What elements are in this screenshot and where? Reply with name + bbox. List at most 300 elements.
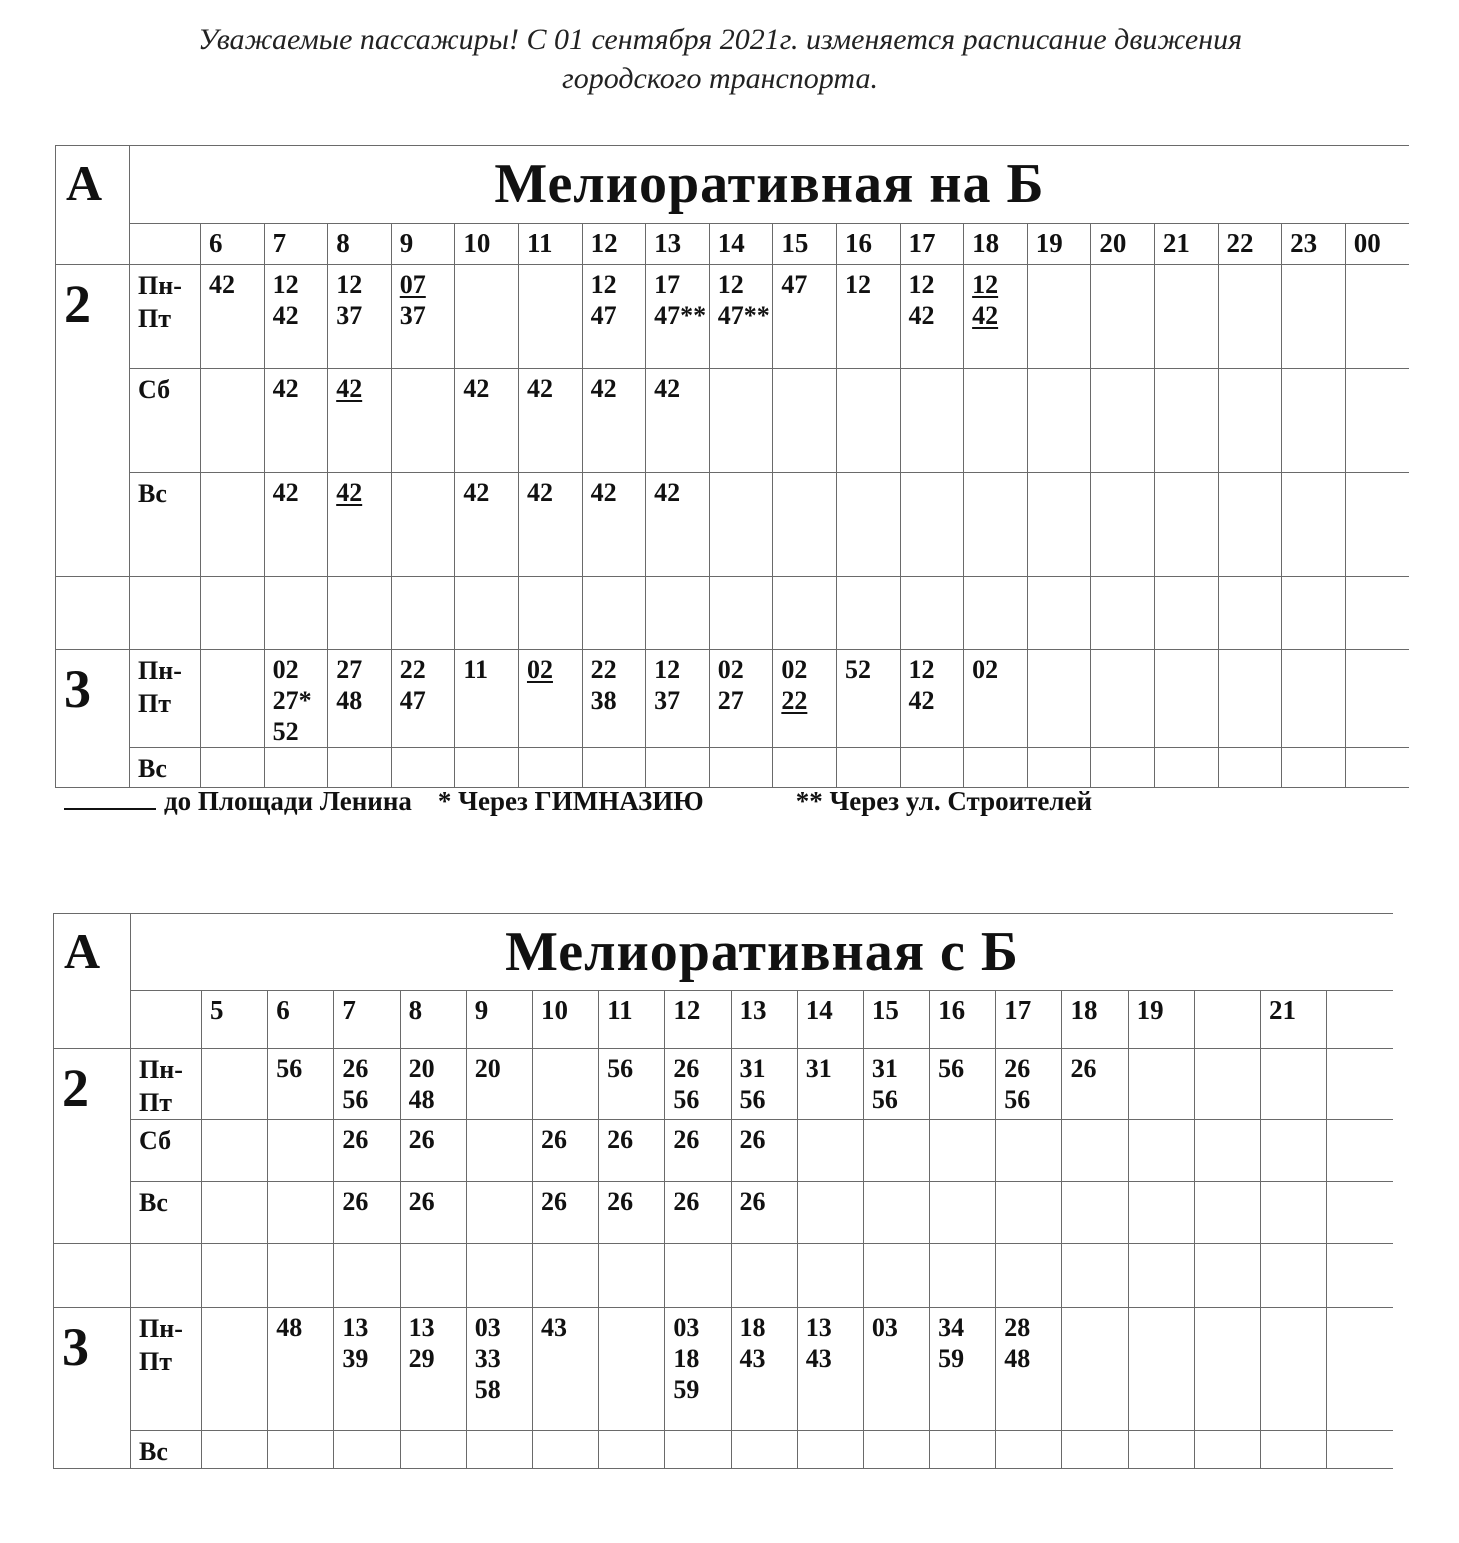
departure-cell — [1282, 650, 1346, 748]
departure-cell — [518, 265, 582, 369]
underline-legend-mark — [64, 784, 156, 810]
departure-cell — [731, 1049, 797, 1120]
departure-minute: 56 — [1004, 1085, 1031, 1114]
departure-cell — [1327, 1308, 1393, 1431]
spacer-cell — [665, 1244, 731, 1308]
spacer-cell — [131, 1244, 202, 1308]
departure-cell — [773, 748, 837, 788]
departure-minute: 02 — [781, 655, 808, 684]
departure-cell — [709, 650, 773, 748]
day-label — [131, 1431, 202, 1469]
departure-cell — [1261, 1182, 1327, 1244]
departure-minute: 27* — [272, 686, 312, 715]
departure-minute: 42 — [908, 686, 935, 715]
departure-cell — [646, 650, 710, 748]
departure-cell — [202, 1431, 268, 1469]
schedule-row — [54, 1431, 1394, 1469]
departure-minute: 12 — [272, 270, 299, 299]
spacer-cell — [646, 577, 710, 650]
schedule-table-to-b — [55, 145, 1409, 788]
departure-minute: 12 — [908, 655, 935, 684]
departure-minute: 26 — [607, 1187, 634, 1216]
departure-cell — [646, 473, 710, 577]
hour-header: 15 — [773, 224, 837, 265]
departure-minute-to-lenin-square: 42 — [336, 478, 363, 507]
departure-cell — [900, 650, 964, 748]
departure-cell — [518, 748, 582, 788]
departure-cell — [1128, 1182, 1194, 1244]
departure-cell — [334, 1049, 400, 1120]
departure-cell — [532, 1120, 598, 1182]
departure-minute: 56 — [673, 1085, 700, 1114]
departure-cell — [863, 1182, 929, 1244]
departure-minute: 13 — [342, 1313, 369, 1342]
table-title: Мелиоративная на Б — [130, 146, 1409, 224]
departure-minute: 56 — [938, 1054, 965, 1083]
departure-cell — [268, 1049, 334, 1120]
day-label-part: Пт — [139, 1347, 172, 1376]
notice-line-2: городского транспорта. — [562, 62, 878, 95]
departure-minute: 33 — [474, 1344, 501, 1373]
departure-minute: 03 — [474, 1313, 501, 1342]
departure-cell — [202, 1120, 268, 1182]
spacer-cell — [1154, 577, 1218, 650]
departure-minute: 20 — [474, 1054, 501, 1083]
departure-cell — [1062, 1120, 1128, 1182]
departure-minute: 42 — [526, 374, 553, 403]
hour-header: 16 — [836, 224, 900, 265]
departure-minute: 12 — [844, 270, 871, 299]
departure-cell — [773, 650, 837, 748]
departure-cell — [391, 748, 455, 788]
hour-header: 11 — [599, 991, 665, 1049]
hour-header-blank — [131, 991, 202, 1049]
spacer-cell — [836, 577, 900, 650]
departure-cell — [836, 748, 900, 788]
departure-cell — [264, 748, 328, 788]
spacer-cell — [264, 577, 328, 650]
departure-cell — [665, 1308, 731, 1431]
hour-header: 22 — [1218, 224, 1282, 265]
hour-header: 9 — [391, 224, 455, 265]
departure-cell — [1062, 1431, 1128, 1469]
departure-cell — [836, 650, 900, 748]
departure-minute: 48 — [336, 686, 363, 715]
spacer-cell — [996, 1244, 1062, 1308]
departure-cell — [518, 369, 582, 473]
departure-minute: 26 — [408, 1187, 435, 1216]
departure-minute: 11 — [463, 655, 488, 684]
spacer-cell — [268, 1244, 334, 1308]
departure-cell — [264, 369, 328, 473]
departure-minute: 42 — [590, 478, 617, 507]
hour-header-blank — [130, 224, 201, 265]
hour-header: 7 — [264, 224, 328, 265]
spacer-cell — [863, 1244, 929, 1308]
departure-cell — [466, 1049, 532, 1120]
spacer-cell — [201, 577, 265, 650]
departure-minute: 48 — [408, 1085, 435, 1114]
departure-cell — [400, 1308, 466, 1431]
departure-cell — [400, 1120, 466, 1182]
departure-cell — [996, 1308, 1062, 1431]
departure-cell — [391, 473, 455, 577]
spacer-cell — [1345, 577, 1409, 650]
departure-minute: 31 — [871, 1054, 898, 1083]
departure-cell — [900, 473, 964, 577]
departure-minute: 38 — [590, 686, 617, 715]
departure-minute: 52 — [272, 717, 299, 746]
departure-cell — [1062, 1182, 1128, 1244]
departure-cell — [964, 369, 1028, 473]
departure-cell — [334, 1120, 400, 1182]
departure-cell — [646, 265, 710, 369]
spacer-cell — [709, 577, 773, 650]
departure-cell — [964, 650, 1028, 748]
spacer-cell — [582, 577, 646, 650]
hour-header: 7 — [334, 991, 400, 1049]
departure-minute: 13 — [805, 1313, 832, 1342]
departure-minute-to-lenin-square: 42 — [972, 301, 999, 330]
departure-cell — [201, 369, 265, 473]
departure-cell — [709, 473, 773, 577]
spacer-cell — [797, 1244, 863, 1308]
departure-cell — [1154, 748, 1218, 788]
hour-header: 6 — [201, 224, 265, 265]
route-number: 3 — [54, 1308, 131, 1469]
departure-cell — [836, 369, 900, 473]
departure-cell — [334, 1308, 400, 1431]
spacer-cell — [532, 1244, 598, 1308]
departure-minute: 34 — [938, 1313, 965, 1342]
hour-header — [1194, 991, 1260, 1049]
departure-cell — [1194, 1120, 1260, 1182]
departure-minute: 43 — [739, 1344, 766, 1373]
departure-cell — [665, 1431, 731, 1469]
day-label — [131, 1308, 202, 1431]
departure-cell — [930, 1431, 996, 1469]
departure-cell — [797, 1182, 863, 1244]
departure-minute: 56 — [276, 1054, 303, 1083]
departure-cell — [466, 1308, 532, 1431]
departure-cell — [996, 1182, 1062, 1244]
departure-cell — [1091, 369, 1155, 473]
departure-cell — [455, 369, 519, 473]
departure-minute: 56 — [739, 1085, 766, 1114]
hour-header: 10 — [532, 991, 598, 1049]
day-label-part: Пн- — [138, 271, 182, 300]
departure-cell — [400, 1431, 466, 1469]
departure-cell — [1154, 369, 1218, 473]
departure-minute: 26 — [342, 1125, 369, 1154]
departure-cell — [863, 1120, 929, 1182]
departure-cell — [900, 369, 964, 473]
departure-cell — [1062, 1308, 1128, 1431]
departure-cell — [466, 1431, 532, 1469]
departure-minute: 47 — [590, 301, 617, 330]
departure-cell — [268, 1182, 334, 1244]
departure-cell — [836, 265, 900, 369]
departure-cell — [1218, 473, 1282, 577]
departure-minute: 42 — [526, 478, 553, 507]
departure-minute: 48 — [276, 1313, 303, 1342]
departure-cell — [665, 1120, 731, 1182]
departure-minute: 26 — [540, 1187, 567, 1216]
departure-cell — [532, 1182, 598, 1244]
departure-cell — [391, 369, 455, 473]
departure-cell — [1345, 369, 1409, 473]
departure-minute-to-lenin-square: 22 — [781, 686, 808, 715]
departure-minute: 12 — [590, 270, 617, 299]
spacer-cell — [1261, 1244, 1327, 1308]
departure-cell — [466, 1182, 532, 1244]
legend-underline-note: до Площади Ленина — [164, 786, 412, 816]
departure-minute: 02 — [972, 655, 999, 684]
departure-minute: 42 — [272, 374, 299, 403]
hour-header: 11 — [518, 224, 582, 265]
hour-header: 14 — [709, 224, 773, 265]
hour-header: 14 — [797, 991, 863, 1049]
departure-cell — [268, 1431, 334, 1469]
departure-cell — [582, 473, 646, 577]
notice-line-1: Уважаемые пассажиры! С 01 сентября 2021г. изменяется расписание движения — [197, 23, 1243, 56]
departure-cell — [1154, 650, 1218, 748]
departure-minute-to-lenin-square: 12 — [972, 270, 999, 299]
departure-cell — [1345, 748, 1409, 788]
hour-header: 8 — [400, 991, 466, 1049]
departure-minute: 26 — [342, 1187, 369, 1216]
departure-minute: 26 — [607, 1125, 634, 1154]
departure-minute: 42 — [209, 270, 235, 299]
departure-cell — [264, 473, 328, 577]
departure-minute: 03 — [871, 1313, 898, 1342]
hour-header — [1327, 991, 1393, 1049]
departure-cell — [1218, 650, 1282, 748]
departure-minute: 27 — [336, 655, 363, 684]
departure-minute: 39 — [342, 1344, 369, 1373]
spacer-cell — [1062, 1244, 1128, 1308]
departure-cell — [1128, 1308, 1194, 1431]
departure-cell — [1327, 1431, 1393, 1469]
departure-minute: 37 — [336, 301, 363, 330]
departure-cell — [773, 265, 837, 369]
departure-minute: 31 — [739, 1054, 766, 1083]
departure-cell — [599, 1120, 665, 1182]
departure-cell — [201, 473, 265, 577]
departure-cell — [1062, 1049, 1128, 1120]
departure-minute: 22 — [590, 655, 617, 684]
departure-minute: 47 — [399, 686, 426, 715]
departure-cell — [930, 1120, 996, 1182]
departure-cell — [930, 1308, 996, 1431]
departure-cell — [202, 1308, 268, 1431]
spacer-cell — [54, 1244, 131, 1308]
departure-minute: 47 — [781, 270, 808, 299]
departure-cell — [900, 265, 964, 369]
departure-cell — [1261, 1431, 1327, 1469]
departure-minute: 12 — [908, 270, 935, 299]
departure-cell — [709, 748, 773, 788]
day-label-part: Пн- — [139, 1314, 183, 1343]
day-label — [130, 650, 201, 748]
departure-minute: 42 — [590, 374, 617, 403]
spacer-cell — [56, 577, 130, 650]
departure-minute: 59 — [938, 1344, 965, 1373]
departure-cell — [1194, 1308, 1260, 1431]
departure-cell — [1345, 265, 1409, 369]
spacer-cell — [130, 577, 201, 650]
departure-cell — [731, 1120, 797, 1182]
departure-cell — [1091, 473, 1155, 577]
departure-cell — [964, 748, 1028, 788]
day-label-part: Вс — [138, 479, 167, 508]
notice — [0, 20, 1440, 98]
departure-cell — [328, 650, 392, 748]
departure-cell — [773, 473, 837, 577]
departure-cell — [1218, 748, 1282, 788]
legend-star-note: * Через ГИМНАЗИЮ — [437, 786, 704, 816]
departure-cell — [797, 1049, 863, 1120]
departure-minute: 02 — [272, 655, 299, 684]
departure-cell — [797, 1120, 863, 1182]
departure-cell — [964, 265, 1028, 369]
departure-cell — [1345, 473, 1409, 577]
route-number: 3 — [56, 650, 130, 788]
departure-cell — [455, 265, 519, 369]
spacer-cell — [518, 577, 582, 650]
departure-minute: 59 — [673, 1375, 700, 1404]
hour-header: 15 — [863, 991, 929, 1049]
spacer-cell — [455, 577, 519, 650]
departure-cell — [646, 369, 710, 473]
departure-cell — [334, 1431, 400, 1469]
departure-cell — [1218, 265, 1282, 369]
departure-cell — [582, 369, 646, 473]
departure-cell — [455, 473, 519, 577]
departure-minute-to-lenin-square: 02 — [526, 655, 553, 684]
schedule-row — [56, 369, 1409, 473]
departure-cell — [201, 265, 265, 369]
spacer-cell — [599, 1244, 665, 1308]
day-label — [131, 1120, 202, 1182]
departure-minute: 47** — [654, 301, 707, 330]
departure-cell — [797, 1308, 863, 1431]
departure-cell — [391, 265, 455, 369]
departure-cell — [1327, 1120, 1393, 1182]
departure-cell — [731, 1182, 797, 1244]
departure-cell — [863, 1049, 929, 1120]
spacer-cell — [400, 1244, 466, 1308]
hour-header: 21 — [1261, 991, 1327, 1049]
departure-minute: 56 — [871, 1085, 898, 1114]
departure-cell — [665, 1049, 731, 1120]
departure-cell — [1027, 748, 1091, 788]
departure-minute: 26 — [408, 1125, 435, 1154]
departure-cell — [709, 369, 773, 473]
day-label-part: Пн- — [138, 656, 182, 685]
hour-header: 18 — [1062, 991, 1128, 1049]
departure-cell — [646, 748, 710, 788]
hour-header: 20 — [1091, 224, 1155, 265]
departure-cell — [996, 1049, 1062, 1120]
spacer-cell — [1027, 577, 1091, 650]
departure-minute: 48 — [1004, 1344, 1031, 1373]
spacer-cell — [1194, 1244, 1260, 1308]
departure-minute: 03 — [673, 1313, 700, 1342]
departure-cell — [1327, 1049, 1393, 1120]
departure-minute: 26 — [540, 1125, 567, 1154]
route-number: 2 — [56, 265, 130, 577]
day-label — [131, 1049, 202, 1120]
schedule-row — [56, 650, 1409, 748]
spacer-cell — [773, 577, 837, 650]
spacer-cell — [964, 577, 1028, 650]
day-label-part: Пт — [138, 689, 171, 718]
departure-minute: 31 — [805, 1054, 832, 1083]
departure-minute: 52 — [844, 655, 871, 684]
schedule-row — [54, 1120, 1394, 1182]
departure-minute: 26 — [1004, 1054, 1031, 1083]
hour-header: 5 — [202, 991, 268, 1049]
hour-header: 13 — [731, 991, 797, 1049]
spacer-cell — [900, 577, 964, 650]
departure-cell — [900, 748, 964, 788]
departure-minute: 42 — [272, 478, 299, 507]
departure-minute: 12 — [336, 270, 363, 299]
departure-cell — [773, 369, 837, 473]
spacer-cell — [202, 1244, 268, 1308]
day-label-part: Пн- — [139, 1055, 183, 1084]
departure-cell — [930, 1049, 996, 1120]
departure-cell — [1261, 1120, 1327, 1182]
hour-header: 10 — [455, 224, 519, 265]
departure-minute: 22 — [399, 655, 426, 684]
departure-cell — [1194, 1431, 1260, 1469]
corner-label: А — [56, 146, 130, 265]
spacer-cell — [391, 577, 455, 650]
schedule-row — [56, 473, 1409, 577]
schedule-table-from-b — [53, 913, 1393, 1469]
day-label-part: Сб — [139, 1126, 172, 1155]
departure-cell — [1261, 1049, 1327, 1120]
departure-cell — [268, 1120, 334, 1182]
departure-cell — [731, 1308, 797, 1431]
departure-minute: 42 — [654, 374, 681, 403]
departure-cell — [582, 650, 646, 748]
departure-cell — [264, 265, 328, 369]
departure-cell — [836, 473, 900, 577]
departure-cell — [665, 1182, 731, 1244]
departure-cell — [731, 1431, 797, 1469]
schedule-row — [56, 748, 1409, 788]
departure-cell — [1327, 1182, 1393, 1244]
departure-cell — [582, 265, 646, 369]
departure-minute: 37 — [654, 686, 681, 715]
departure-cell — [400, 1182, 466, 1244]
departure-minute: 47** — [717, 301, 770, 330]
departure-cell — [1091, 265, 1155, 369]
departure-minute: 42 — [654, 478, 681, 507]
departure-cell — [466, 1120, 532, 1182]
departure-cell — [599, 1049, 665, 1120]
departure-cell — [455, 748, 519, 788]
departure-minute: 12 — [717, 270, 744, 299]
departure-cell — [1282, 748, 1346, 788]
departure-minute-to-lenin-square: 07 — [399, 270, 426, 299]
departure-minute: 42 — [463, 478, 490, 507]
table-title: Мелиоративная с Б — [131, 914, 1394, 991]
hour-header: 9 — [466, 991, 532, 1049]
